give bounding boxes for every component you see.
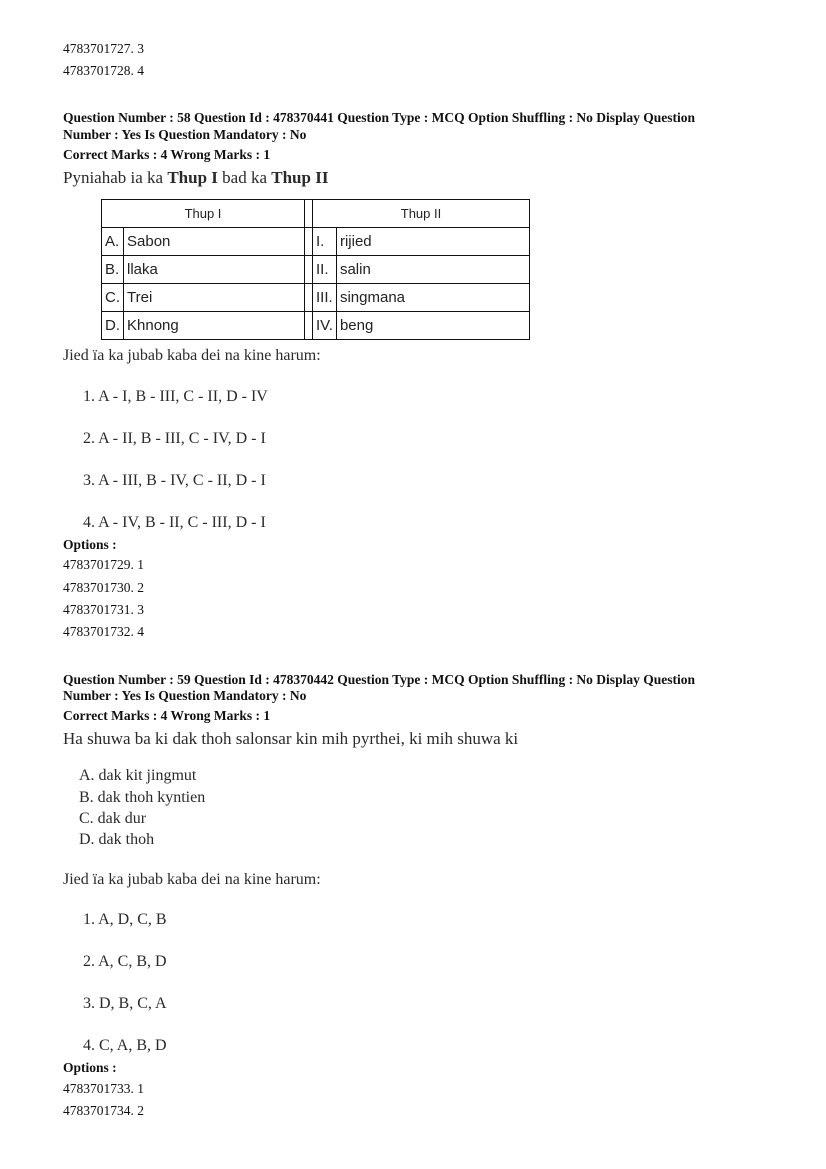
row-right-numeral: II.: [313, 256, 337, 284]
q59-meta-line2: Number : Yes Is Question Mandatory : No: [63, 688, 307, 703]
table-divider: [305, 200, 313, 228]
table-header-left: Thup I: [102, 200, 305, 228]
statement-item: A. dak kit jingmut: [79, 767, 197, 784]
row-left-value: llaka: [124, 256, 305, 284]
table-divider: [305, 284, 313, 312]
table-row: [102, 312, 530, 340]
q58-match-table: [101, 199, 530, 340]
table-header-row: [102, 200, 530, 228]
answer-choice: 1. A - I, B - III, C - II, D - IV: [83, 388, 268, 405]
statement-item: B. dak thoh kyntien: [79, 789, 206, 806]
q59-marks: Correct Marks : 4 Wrong Marks : 1: [63, 708, 271, 723]
q59-meta-line1: Question Number : 59 Question Id : 478370442 Question Type : MCQ Option Shuffling : No Display Question: [63, 672, 695, 687]
row-left-letter: D.: [102, 312, 124, 340]
answer-choice: 2. A - II, B - III, C - IV, D - I: [83, 430, 266, 447]
statement-item: D. dak thoh: [79, 831, 155, 848]
q59-options-label: Options :: [63, 1060, 117, 1075]
option-id-line: 4783701732. 4: [63, 624, 144, 639]
answer-choice: 3. A - III, B - IV, C - II, D - I: [83, 472, 266, 489]
option-id-line: 4783701729. 1: [63, 557, 144, 572]
table-header-right: Thup II: [313, 200, 530, 228]
row-right-numeral: IV.: [313, 312, 337, 340]
q58-options-label: Options :: [63, 537, 117, 552]
row-left-letter: C.: [102, 284, 124, 312]
q58-prompt: [63, 168, 328, 188]
row-right-numeral: III.: [313, 284, 337, 312]
option-id-line: 4783701727. 3: [63, 41, 144, 56]
table-row: [102, 228, 530, 256]
answer-choice: 4. C, A, B, D: [83, 1037, 167, 1054]
row-right-value: salin: [336, 256, 529, 284]
table-row: [102, 284, 530, 312]
answer-choice: 1. A, D, C, B: [83, 911, 167, 928]
statement-item: C. dak dur: [79, 810, 147, 827]
q58-prompt-bold-2: Thup II: [271, 168, 329, 187]
q58-prompt-text: Pyniahab ia ka: [63, 168, 168, 187]
q58-prompt-text-mid: bad ka: [217, 168, 272, 187]
answer-choice: 3. D, B, C, A: [83, 995, 167, 1012]
row-right-value: singmana: [336, 284, 529, 312]
option-id-line: 4783701728. 4: [63, 63, 144, 78]
q59-prompt: Ha shuwa ba ki dak thoh salonsar kin mih pyrthei, ki mih shuwa ki: [63, 729, 519, 748]
row-right-numeral: I.: [313, 228, 337, 256]
q58-meta-line2: Number : Yes Is Question Mandatory : No: [63, 127, 307, 142]
q58-meta-line1: Question Number : 58 Question Id : 478370441 Question Type : MCQ Option Shuffling : No Display Question: [63, 110, 695, 125]
option-id-line: 4783701734. 2: [63, 1103, 144, 1118]
q58-instruction: Jied ïa ka jubab kaba dei na kine harum:: [63, 347, 321, 364]
table-row: [102, 256, 530, 284]
q58-prompt-bold-1: Thup I: [167, 168, 218, 187]
answer-choice: 2. A, C, B, D: [83, 953, 167, 970]
row-left-letter: B.: [102, 256, 124, 284]
row-left-value: Sabon: [124, 228, 305, 256]
row-left-letter: A.: [102, 228, 124, 256]
option-id-line: 4783701730. 2: [63, 580, 144, 595]
q59-instruction: Jied ïa ka jubab kaba dei na kine harum:: [63, 871, 321, 888]
row-left-value: Khnong: [124, 312, 305, 340]
table-divider: [305, 312, 313, 340]
row-right-value: beng: [336, 312, 529, 340]
option-id-line: 4783701733. 1: [63, 1081, 144, 1096]
option-id-line: 4783701731. 3: [63, 602, 144, 617]
table-divider: [305, 256, 313, 284]
q58-marks: Correct Marks : 4 Wrong Marks : 1: [63, 147, 271, 162]
answer-choice: 4. A - IV, B - II, C - III, D - I: [83, 514, 266, 531]
row-left-value: Trei: [124, 284, 305, 312]
row-right-value: rijied: [336, 228, 529, 256]
table-divider: [305, 228, 313, 256]
